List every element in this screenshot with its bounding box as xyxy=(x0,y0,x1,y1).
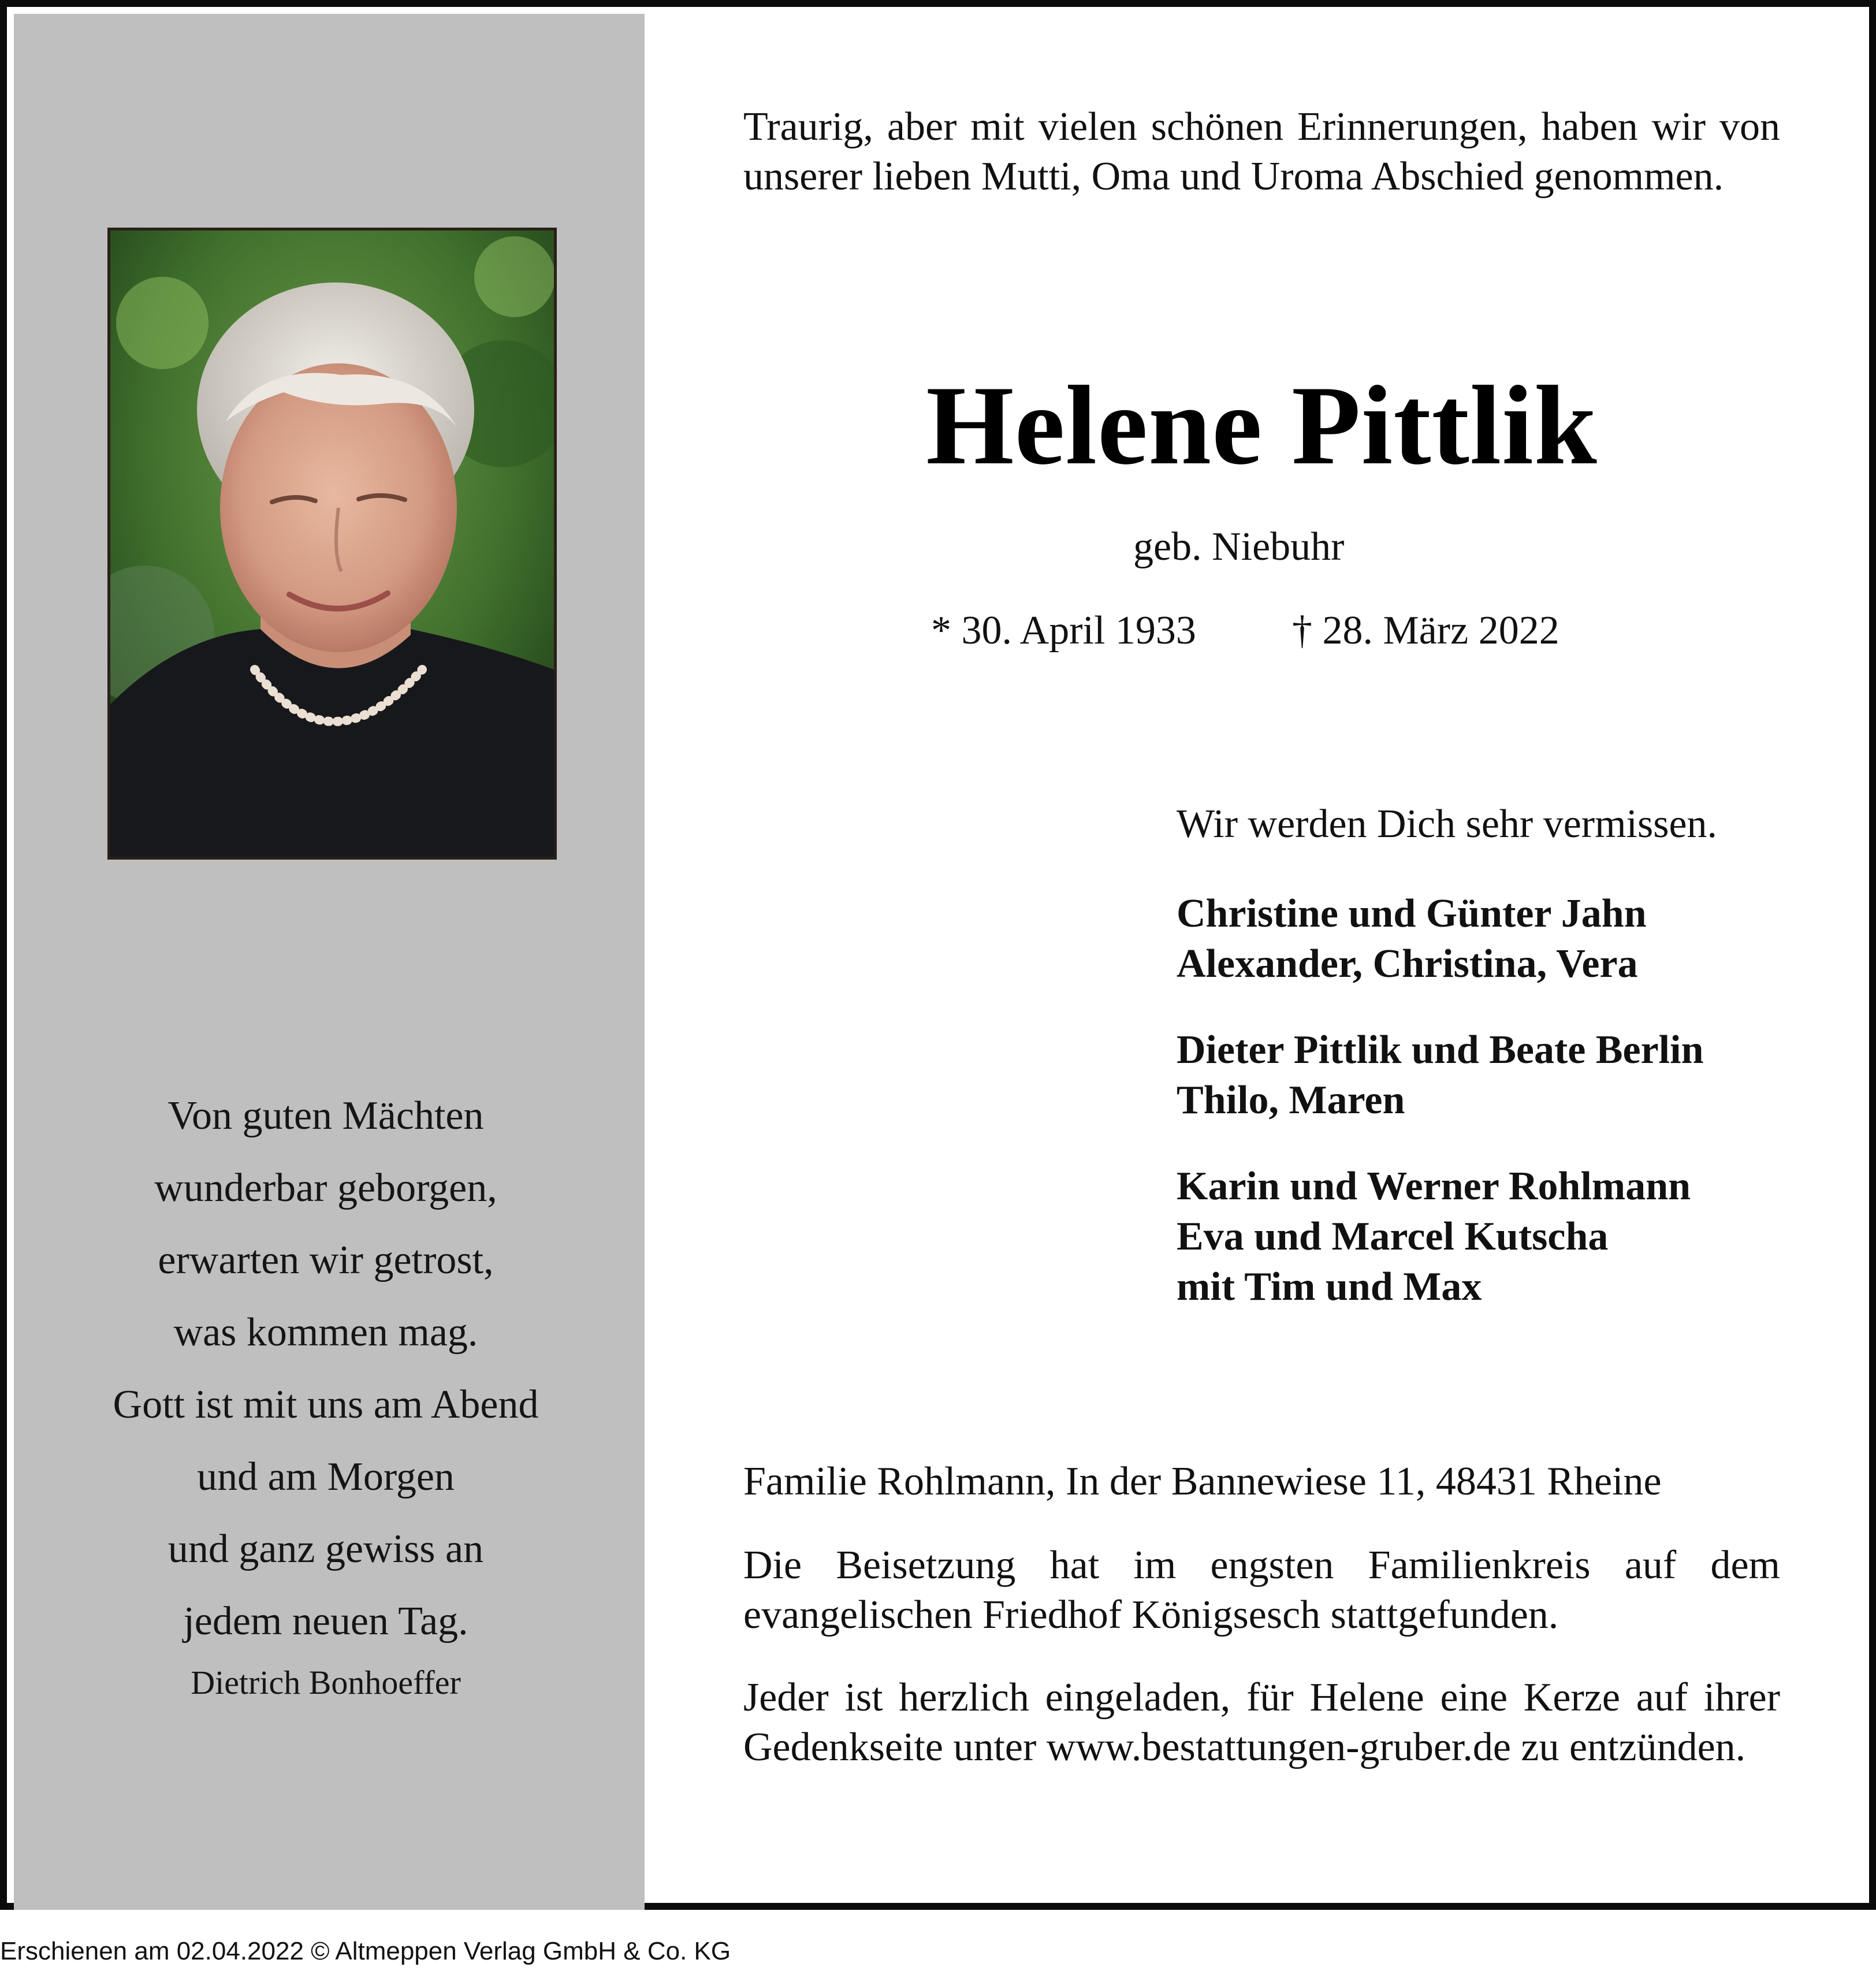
poem-line: und ganz gewiss an xyxy=(168,1527,484,1571)
birth-name: geb. Niebuhr xyxy=(1133,525,1345,569)
mourner-name: Karin und Werner Rohlmann xyxy=(1177,1164,1691,1209)
portrait-image xyxy=(110,230,554,857)
mourners-block xyxy=(1177,798,1812,1312)
mourner-group xyxy=(1177,1025,1812,1125)
poem-line: jedem neuen Tag. xyxy=(183,1599,468,1644)
poem-line: Gott ist mit uns am Abend xyxy=(113,1382,539,1427)
sidebar-panel xyxy=(14,14,645,1910)
mourner-name: Alexander, Christina, Vera xyxy=(1177,942,1638,986)
death-date: † 28. März 2022 xyxy=(1292,608,1559,653)
poem-line: erwarten wir getrost, xyxy=(158,1238,494,1282)
memorial-invitation: Jeder ist herzlich eingeladen, für Helene eine Kerze auf ihrer Gedenkseite unter www.bestattungen-gruber.de zu entzünden. xyxy=(743,1675,1780,1769)
poem-line: wunderbar geborgen, xyxy=(154,1166,497,1210)
mourner-name: Eva und Marcel Kutscha xyxy=(1177,1214,1609,1259)
mourner-name: mit Tim und Max xyxy=(1177,1265,1482,1309)
family-address: Familie Rohlmann, In der Bannewiese 11, 48431 Rheine xyxy=(743,1459,1662,1504)
burial-note: Die Beisetzung hat im engsten Familienkreis auf dem evangelischen Friedhof Königsesch stattgefunden. xyxy=(743,1543,1780,1637)
portrait-photo xyxy=(107,228,557,860)
publication-footer: Erschienen am 02.04.2022 © Altmeppen Verlag GmbH & Co. KG xyxy=(0,1937,731,1965)
poem-line: und am Morgen xyxy=(197,1455,455,1499)
poem-line: Von guten Mächten xyxy=(168,1094,484,1138)
mourner-name: Thilo, Maren xyxy=(1177,1078,1405,1122)
mourner-name: Dieter Pittlik und Beate Berlin xyxy=(1177,1028,1704,1072)
intro-text: Traurig, aber mit vielen schönen Erinnerungen, haben wir von unserer lieben Mutti, Oma und Uroma Abschied genommen. xyxy=(743,105,1780,199)
deceased-name: Helene Pittlik xyxy=(926,363,1598,488)
poem xyxy=(37,1080,615,1706)
poem-author: Dietrich Bonhoeffer xyxy=(191,1664,461,1701)
birth-date: * 30. April 1933 xyxy=(931,608,1196,653)
mourner-group xyxy=(1177,1161,1812,1312)
closing-line: Wir werden Dich sehr vermissen. xyxy=(1177,802,1718,846)
poem-line: was kommen mag. xyxy=(173,1310,478,1355)
mourner-group xyxy=(1177,888,1812,989)
mourner-name: Christine und Günter Jahn xyxy=(1177,891,1647,936)
